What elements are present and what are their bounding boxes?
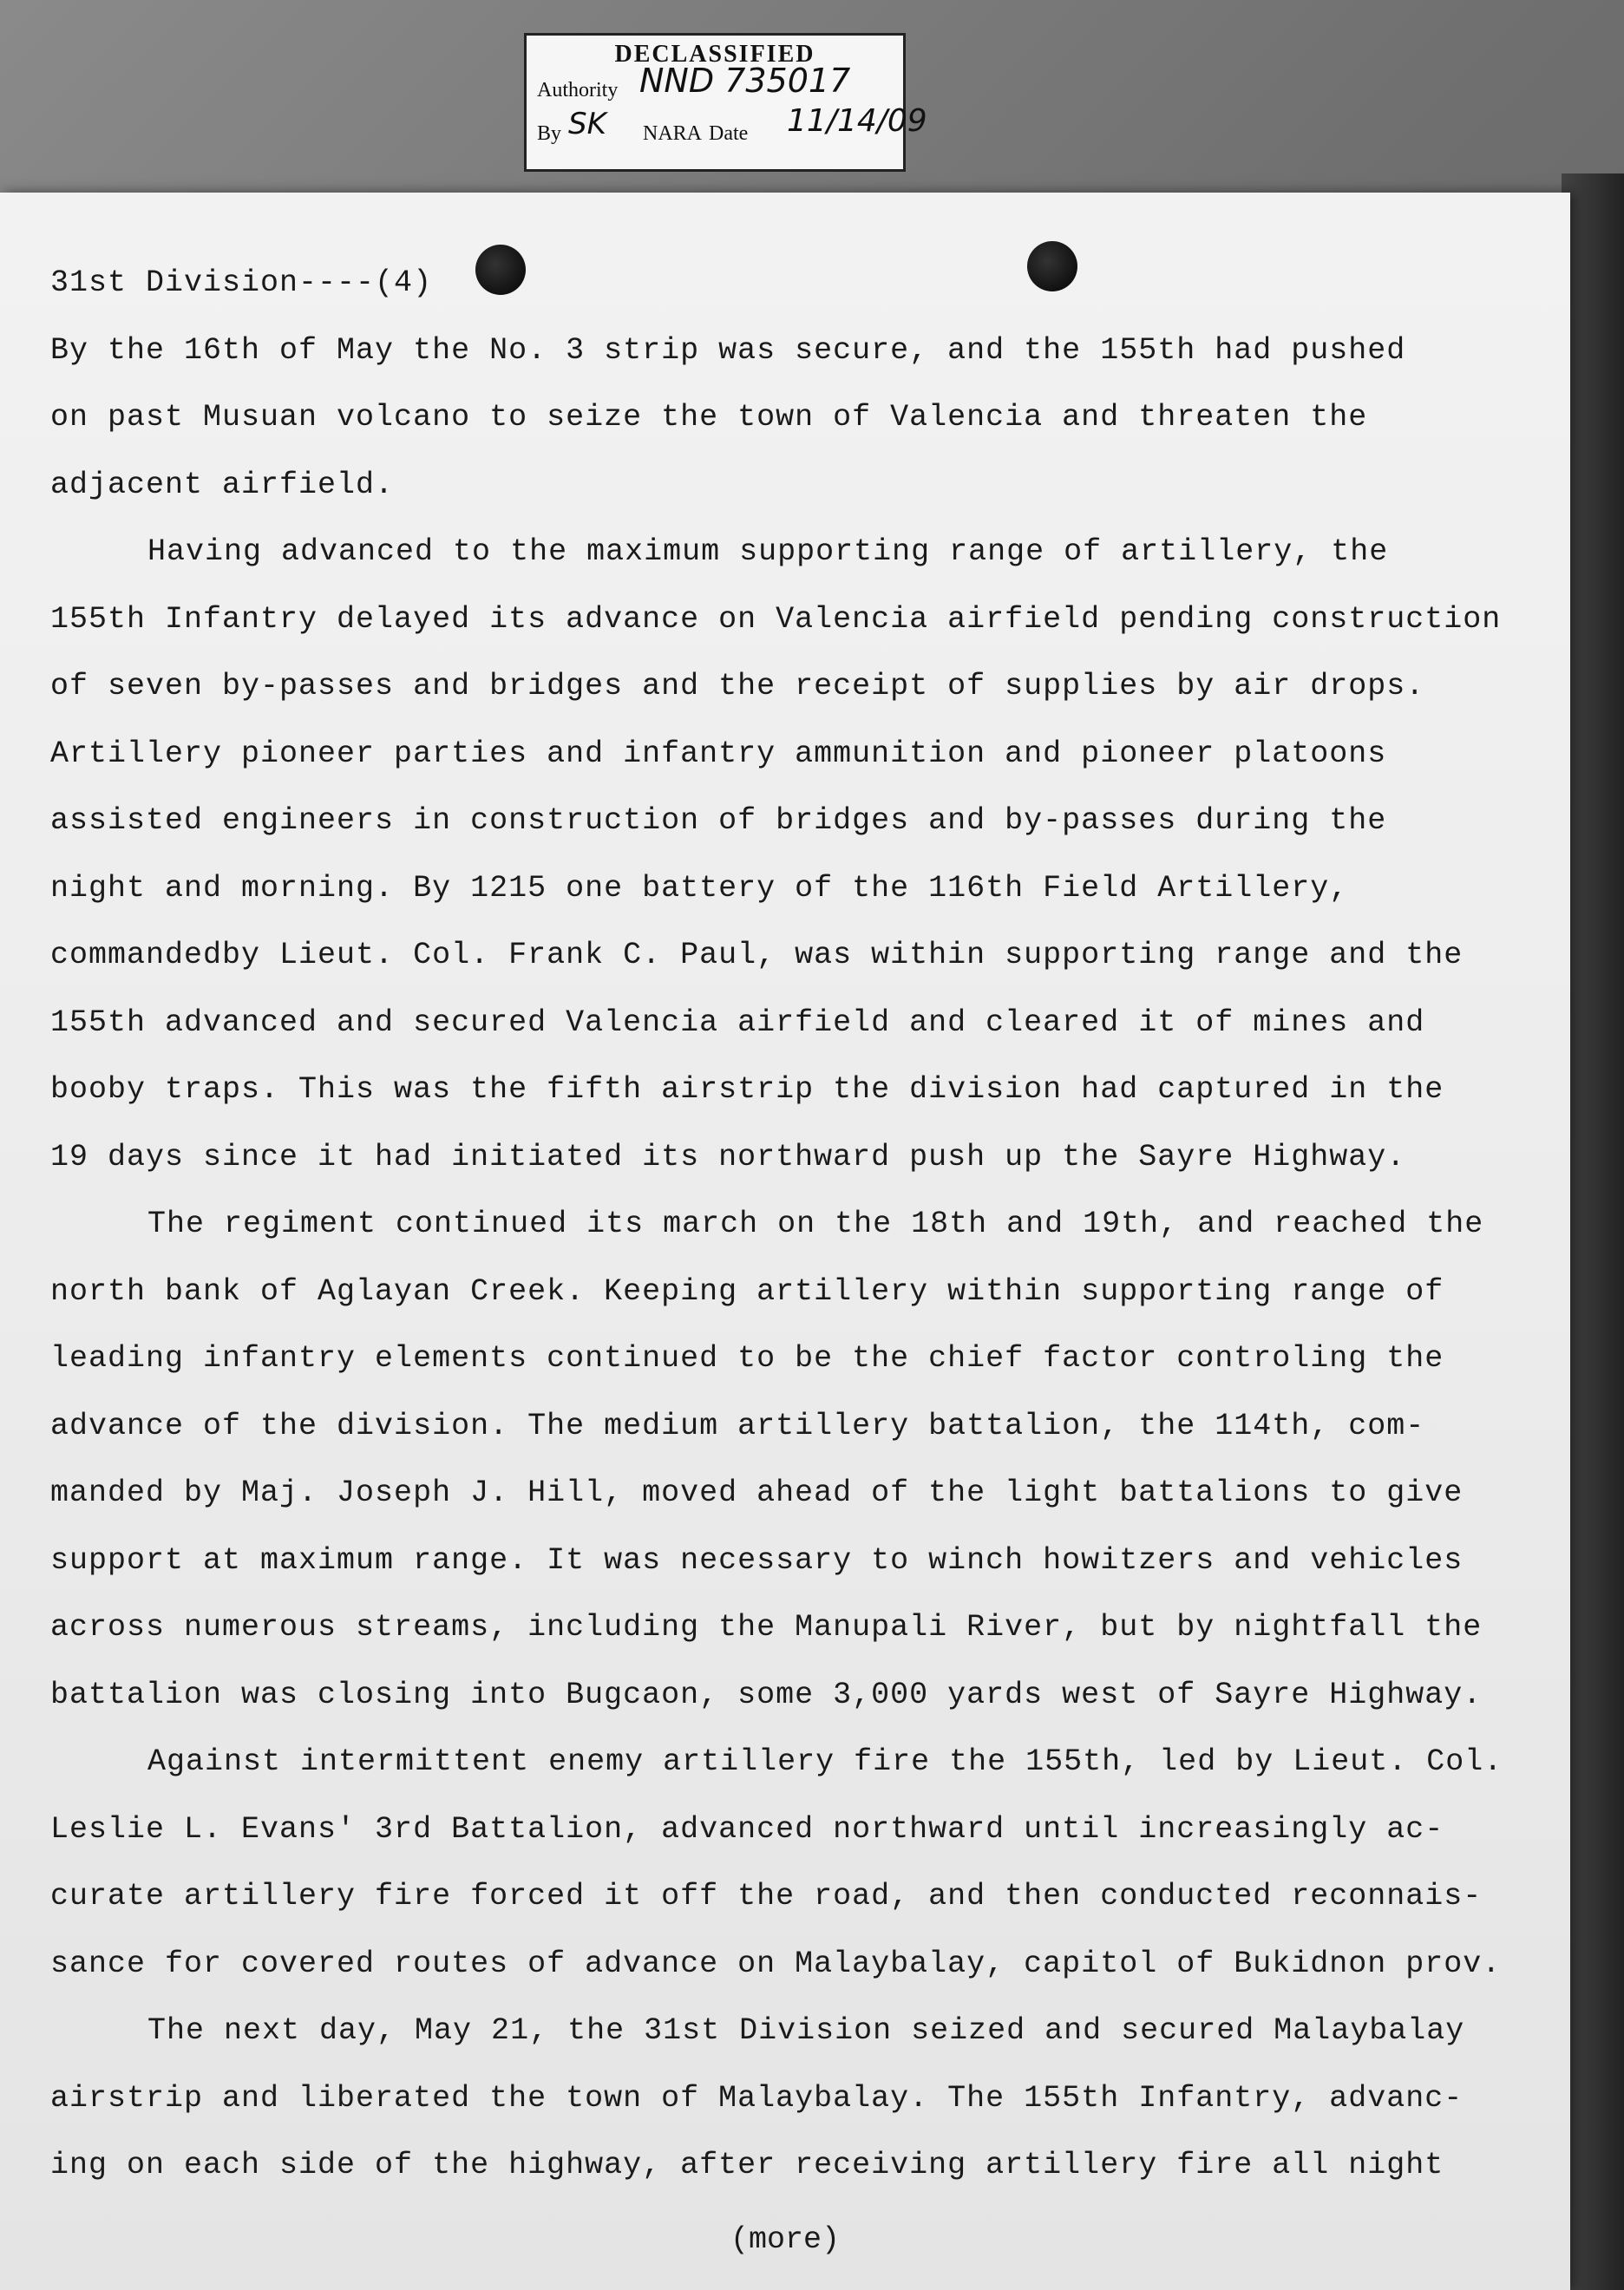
text-line: curate artillery fire forced it off the road, and then conducted reconnais- [50,1879,1483,1914]
text-line: Leslie L. Evans' 3rd Battalion, advanced northward until increasingly ac- [50,1811,1444,1847]
stamp-agency: NARA [643,122,703,145]
text-line: assisted engineers in construction of bridges and by-passes during the [50,803,1387,838]
text-line: The next day, May 21, the 31st Division seized and secured Malaybalay [147,2013,1465,2048]
text-line: leading infantry elements continued to be the chief factor controling the [50,1341,1444,1376]
stamp-date-value: 11/14/09 [787,103,927,139]
text-line: 155th Infantry delayed its advance on Valencia airfield pending construction [50,601,1502,637]
text-line: The regiment continued its march on the 18th and 19th, and reached the [147,1207,1484,1241]
text-line: Against intermittent enemy artillery fire the 155th, led by Lieut. Col. [147,1744,1503,1779]
text-line: of seven by-passes and bridges and the receipt of supplies by air drops. [50,669,1425,703]
text-line: advance of the division. The medium artillery battalion, the 114th, com- [50,1408,1425,1443]
text-line: on past Musuan volcano to seize the town of Valencia and threaten the [50,400,1368,435]
text-line: adjacent airfield. [50,467,395,502]
text-line: commandedby Lieut. Col. Frank C. Paul, was within supporting range and the [50,938,1464,972]
declassified-stamp [524,33,927,172]
stamp-title: DECLASSIFIED [614,41,815,68]
text-line: booby traps. This was the fifth airstrip the division had captured in the [50,1072,1444,1107]
text-line: 155th advanced and secured Valencia airfield and cleared it of mines and [50,1004,1425,1040]
text-line: By the 16th of May the No. 3 strip was secure, and the 155th had pushed [50,332,1406,368]
stamp-by-row [537,122,561,146]
text-line: support at maximum range. It was necessary to winch howitzers and vehicles [50,1542,1464,1578]
text-line: Artillery pioneer parties and infantry ammunition and pioneer platoons [50,736,1387,771]
text-line: battalion was closing into Bugcaon, some 3,000 yards west of Sayre Highway. [50,1677,1483,1712]
text-line: across numerous streams, including the Manupali River, but by nightfall the [50,1610,1483,1645]
text-line: manded by Maj. Joseph J. Hill, moved ahead of the light battalions to give [50,1475,1464,1510]
stamp-date-label: Date [709,122,749,145]
page-header: 31st Division----(4) [50,265,433,300]
page-footer-more: (more) [730,2222,841,2257]
text-line: Having advanced to the maximum supporting range of artillery, the [147,534,1389,569]
text-line: north bank of Aglayan Creek. Keeping artillery within supporting range of [50,1273,1444,1309]
stamp-by-value: SK [568,107,606,141]
stamp-authority-value: NND 735017 [639,62,851,100]
document-body [50,250,1577,2200]
stamp-authority-label: Authority [537,79,619,101]
stamp-authority-row [537,79,618,102]
text-line: sance for covered routes of advance on Malaybalay, capitol of Bukidnon prov. [50,1946,1502,1981]
stamp-by-label: By [537,122,562,145]
text-line: 19 days since it had initiated its northward push up the Sayre Highway. [50,1139,1406,1174]
text-line: airstrip and liberated the town of Malaybalay. The 155th Infantry, advanc- [50,2080,1464,2116]
text-line: night and morning. By 1215 one battery of the 116th Field Artillery, [50,870,1349,906]
text-line: ing on each side of the highway, after receiving artillery fire all night [50,2148,1444,2182]
